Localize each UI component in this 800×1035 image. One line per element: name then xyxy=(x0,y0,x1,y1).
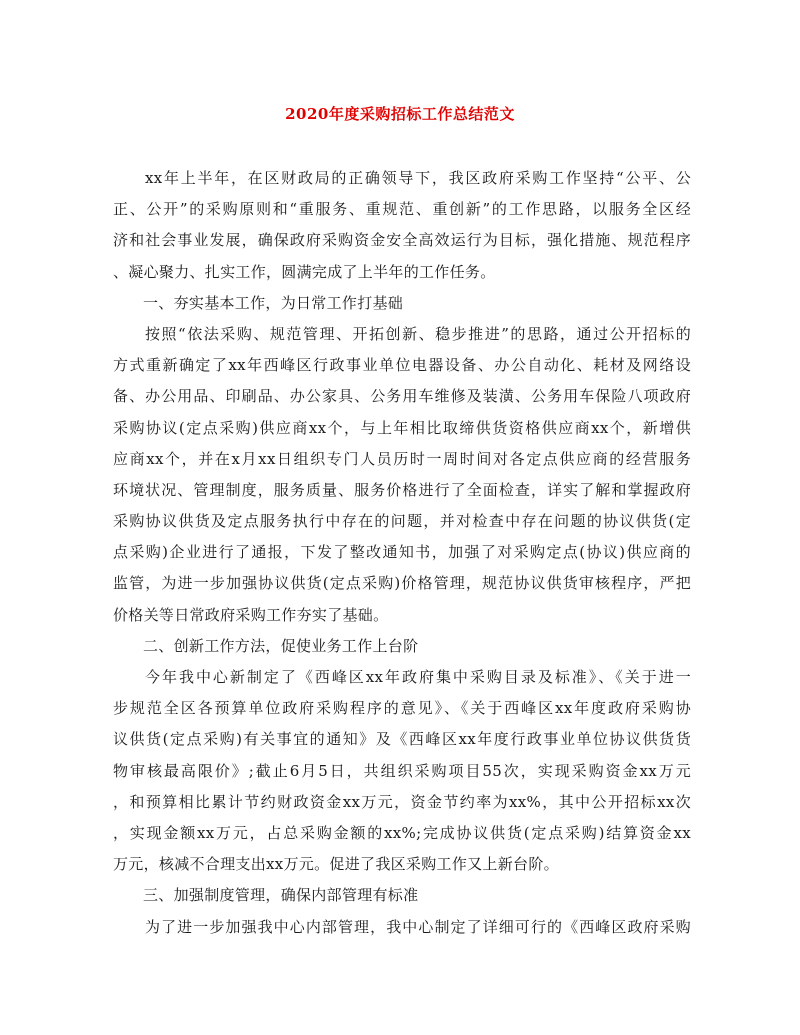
paragraph-line: 按照“依法采购、规范管理、开拓创新、稳步推进”的思路，通过公开招标的 xyxy=(145,324,691,343)
paragraph-line: 步规范全区各预算单位政府采购程序的意见》、《关于西峰区xx年度政府采购协 xyxy=(113,699,691,718)
paragraph-line: 点采购)企业进行了通报，下发了整改通知书，加强了对采购定点(协议)供应商的 xyxy=(113,543,691,562)
section-heading: 二、创新工作方法，促使业务工作上台阶 xyxy=(143,636,419,655)
paragraph-line: 今年我中心新制定了《西峰区xx年政府集中采购目录及标准》、《关于进一 xyxy=(145,668,691,686)
paragraph-line: ，实现金额xx万元，占总采购金额的xx%;完成协议供货(定点采购)结算资金xx xyxy=(113,823,691,842)
paragraph-line: 方式重新确定了xx年西峰区行政事业单位电器设备、办公自动化、耗材及网络设 xyxy=(113,356,691,375)
paragraph-line: ，和预算相比累计节约财政资金xx万元，资金节约率为xx%，其中公开招标xx次 xyxy=(113,792,691,811)
paragraph-line: xx年上半年，在区财政局的正确领导下，我区政府采购工作坚持“公平、公 xyxy=(145,169,691,187)
paragraph-line: 采购协议供货及定点服务执行中存在的问题，并对检查中存在问题的协议供货(定 xyxy=(113,512,691,531)
section-heading: 三、加强制度管理，确保内部管理有标准 xyxy=(143,886,419,905)
paragraph-line: 物审核最高限价》;截止6月5日，共组织采购项目55次，实现采购资金xx万元 xyxy=(113,761,691,780)
paragraph-line: 、凝心聚力、扎实工作，圆满完成了上半年的工作任务。 xyxy=(113,262,496,281)
paragraph-line: 价格关等日常政府采购工作夯实了基础。 xyxy=(113,605,389,624)
paragraph-line: 备、办公用品、印刷品、办公家具、公务用车维修及装潢、公务用车保险八项政府 xyxy=(113,387,691,406)
paragraph-line: 正、公开”的采购原则和“重服务、重规范、重创新”的工作思路，以服务全区经 xyxy=(113,200,691,219)
paragraph-line: 议供货(定点采购)有关事宜的通知》及《西峰区xx年度行政事业单位协议供货货 xyxy=(113,730,691,749)
paragraph-line: 济和社会事业发展，确保政府采购资金安全高效运行为目标，强化措施、规范程序 xyxy=(113,231,691,250)
paragraph-line: 万元，核减不合理支出xx万元。促进了我区采购工作又上新台阶。 xyxy=(113,855,559,874)
paragraph-line: 监管，为进一步加强协议供货(定点采购)价格管理，规范协议供货审核程序，严把 xyxy=(113,574,691,593)
paragraph-line: 环境状况、管理制度，服务质量、服务价格进行了全面检查，详实了解和掌握政府 xyxy=(113,480,691,499)
document-title: 2020年度采购招标工作总结范文 xyxy=(285,105,515,123)
paragraph-line: 为了进一步加强我中心内部管理，我中心制定了详细可行的《西峰区政府采购 xyxy=(145,917,691,936)
paragraph-line: 应商xx个，并在x月xx日组织专门人员历时一周时间对各定点供应商的经营服务 xyxy=(113,449,691,468)
document-body xyxy=(113,163,691,943)
paragraph-line: 采购协议(定点采购)供应商xx个，与上年相比取缔供货资格供应商xx个，新增供 xyxy=(113,418,691,437)
section-heading: 一、夯实基本工作，为日常工作打基础 xyxy=(143,293,404,312)
